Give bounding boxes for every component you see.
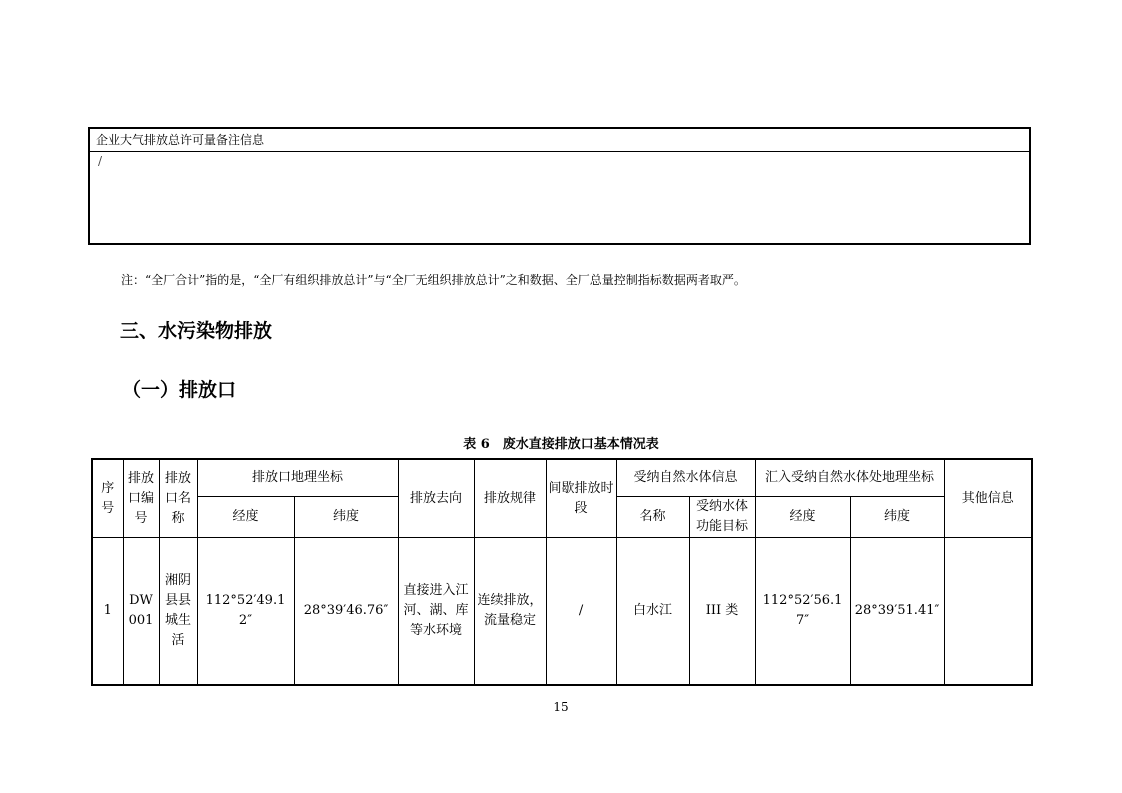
header-outlet-name: 排放口名称 (159, 459, 197, 538)
section-title: 三、水污染物排放 (120, 320, 273, 342)
header-receiving-water: 受纳自然水体信息 (616, 459, 755, 497)
header-water-name: 名称 (616, 497, 689, 538)
header-conf-latitude: 纬度 (850, 497, 944, 538)
header-outlet-code: 排放口编号 (123, 459, 159, 538)
header-conf-longitude: 经度 (755, 497, 850, 538)
header-pattern: 排放规律 (474, 459, 546, 538)
note-text: 注：“全厂合计”指的是，“全厂有组织排放总计”与“全厂无组织排放总计”之和数据、全厂总量控制指标数据两者取严。 (121, 273, 746, 287)
remark-header: 企业大气排放总许可量备注信息 (90, 129, 1029, 152)
cell-longitude: 112°52′49.12″ (197, 538, 294, 686)
cell-intermittent: / (546, 538, 616, 686)
header-confluence-coords: 汇入受纳自然水体处地理坐标 (755, 459, 944, 497)
cell-destination: 直接进入江河、湖、库等水环境 (398, 538, 474, 686)
cell-outlet-code: DW001 (123, 538, 159, 686)
cell-water-name: 白水江 (616, 538, 689, 686)
cell-conf-longitude: 112°52′56.17″ (755, 538, 850, 686)
cell-water-target: III 类 (689, 538, 755, 686)
header-geo-coords: 排放口地理坐标 (197, 459, 398, 497)
header-destination: 排放去向 (398, 459, 474, 538)
header-latitude: 纬度 (294, 497, 398, 538)
table-row (92, 538, 1032, 686)
cell-pattern: 连续排放，流量稳定 (474, 538, 546, 686)
cell-other (944, 538, 1032, 686)
remark-box (88, 127, 1031, 245)
header-seq: 序号 (92, 459, 123, 538)
header-intermittent: 间歇排放时段 (546, 459, 616, 538)
header-longitude: 经度 (197, 497, 294, 538)
outfall-table (91, 458, 1033, 686)
header-row-1 (92, 459, 1032, 497)
cell-latitude: 28°39′46.76″ (294, 538, 398, 686)
cell-outlet-name: 湘阴县县城生活 (159, 538, 197, 686)
cell-conf-latitude: 28°39′51.41″ (850, 538, 944, 686)
subsection-title: （一）排放口 (122, 379, 237, 401)
page-number: 15 (553, 700, 569, 714)
table-caption: 表 6 废水直接排放口基本情况表 (463, 437, 659, 452)
remark-content: / (98, 154, 103, 168)
header-water-target: 受纳水体功能目标 (689, 497, 755, 538)
header-other: 其他信息 (944, 459, 1032, 538)
cell-seq: 1 (92, 538, 123, 686)
